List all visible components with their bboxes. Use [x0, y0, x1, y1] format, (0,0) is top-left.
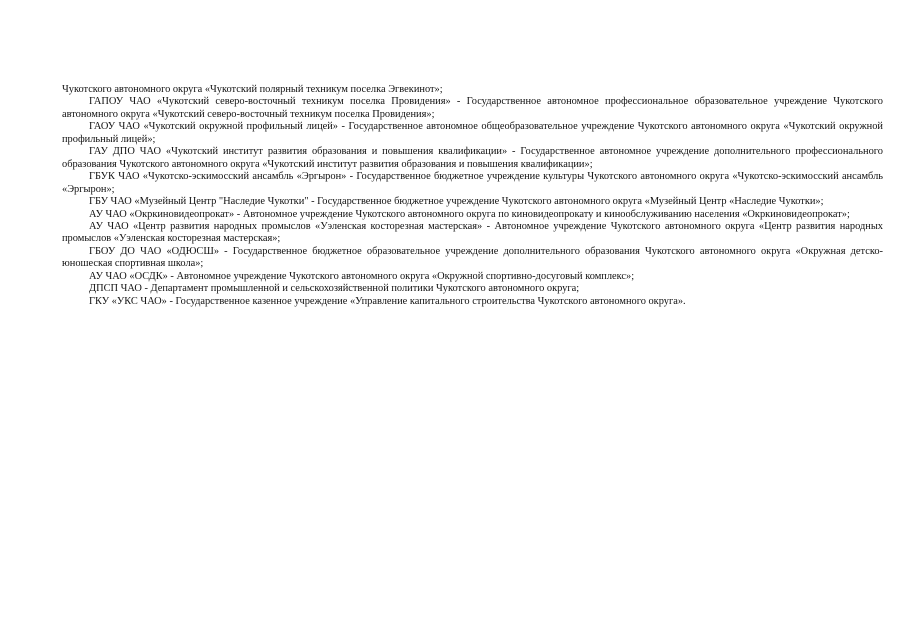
paragraph-au-kinovideoprokat: АУ ЧАО «Окркиновидеопрокат» - Автономное учреждение Чукотского автономного округа по киновидеопрокату и кинообслуживанию населения «Окркиновидеопрокат»; [89, 208, 850, 220]
paragraph-continuation: Чукотского автономного округа «Чукотский полярный техникум поселка Эгвекинот»; [62, 84, 443, 95]
paragraph-gbu-museum: ГБУ ЧАО «Музейный Центр "Наследие Чукотки" - Государственное бюджетное учреждение Чукотского автономного округа «Музейный Центр «Наследие Чукотки»; [89, 196, 824, 208]
paragraph-gaou-litsey: ГАОУ ЧАО «Чукотский окружной профильный лицей» - Государственное автономное общеобразовательное учреждение Чукотского автономного округа «Чукотский окружной профильный лицей»; [62, 121, 883, 145]
paragraph-gau-dpo: ГАУ ДПО ЧАО «Чукотский институт развития образования и повышения квалификации» - Государственное автономное учреждение дополнительного профессионального образования Чукотского автономного округа «Чукотский институт развития образования и повышения квалификации»; [62, 146, 883, 170]
paragraph-gbuk-ergyron: ГБУК ЧАО «Чукотско-эскимосский ансамбль «Эргырон» - Государственное бюджетное учреждение культуры Чукотского автономного округа «Чукотско-эскимосский ансамбль «Эргырон»; [62, 171, 883, 195]
paragraph-au-osdk: АУ ЧАО «ОСДК» - Автономное учреждение Чукотского автономного округа «Окружной спортивно-досуговый комплекс»; [89, 270, 635, 282]
paragraph-dpsp: ДПСП ЧАО - Департамент промышленной и сельскохозяйственной политики Чукотского автономного округа; [89, 283, 580, 295]
paragraph-au-uelen: АУ ЧАО «Центр развития народных промыслов «Уэленская косторезная мастерская» - Автономное учреждение Чукотского автономного округа «Центр развития народных промыслов «Уэленская косторезная мастерская»; [62, 220, 883, 245]
document-body [62, 84, 883, 308]
paragraph-gku-uks: ГКУ «УКС ЧАО» - Государственное казенное учреждение «Управление капитального строительства Чукотского автономного округа». [89, 295, 686, 307]
paragraph-gbou-odyussh: ГБОУ ДО ЧАО «ОДЮСШ» - Государственное бюджетное образовательное учреждение дополнительного образования Чукотского автономного округа «Окружная детско-юношеская спортивная школа»; [62, 245, 883, 270]
paragraph-gapou-providenie: ГАПОУ ЧАО «Чукотский северо-восточный техникум поселка Провидения» - Государственное автономное профессиональное образовательное учреждение Чукотского автономного округа «Чукотский северо-восточный техникум поселка Провидения»; [62, 96, 883, 120]
